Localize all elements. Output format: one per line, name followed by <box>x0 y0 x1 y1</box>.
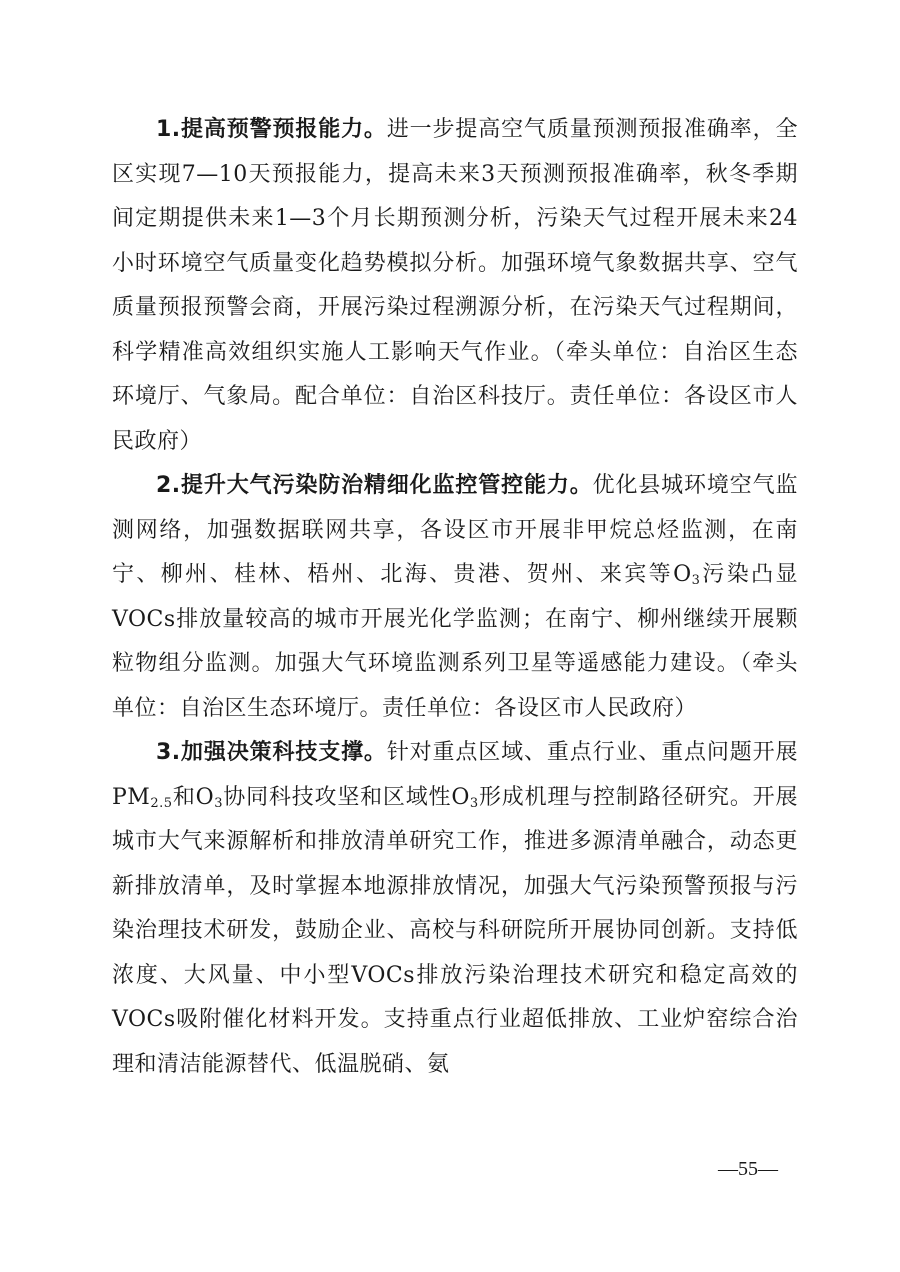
paragraph-heading: 2.提升大气污染防治精细化监控管控能力。 <box>156 473 593 498</box>
paragraph-body: 协同科技攻坚和区域性O <box>222 784 470 810</box>
subscript: 3 <box>691 573 701 588</box>
paragraph-body: 优化县城环境空气监测网络，加强数据联网共享，各设区市开展非甲烷总烃监测，在南宁、柳州、桂林、梧州、北海、贵港、贺州、来宾等O <box>112 473 798 587</box>
page-number: —55— <box>718 1158 778 1180</box>
responsibility-note: （牵头单位：自治区生态环境厅、气象局。配合单位：自治区科技厅。责任单位：各设区市人民政府） <box>112 339 798 454</box>
paragraph-body: 形成机理与控制路径研究。开展城市大气来源解析和排放清单研究工作，推进多源清单融合，动态更新排放清单，及时掌握本地源排放情况，加强大气污染预警预报与污染治理技术研发，鼓励企业、高校与科研院所开展协同创新。支持低浓度、大风量、中小型VOCs排放污染治理技术研究和稳定高效的VOCs吸附催化材料开发。支持重点行业超低排放、工业炉窑综合治理和清洁能源替代、低温脱硝、氨 <box>112 784 798 1077</box>
paragraph-heading: 1.提高预警预报能力。 <box>156 117 387 142</box>
paragraph-body: 针对重点区域、重点行业、重点问题开展PM <box>112 740 798 810</box>
document-page <box>112 108 798 1087</box>
paragraph-heading: 3.加强决策科技支撑。 <box>156 740 387 765</box>
subscript: 3 <box>469 795 479 811</box>
subscript: 3 <box>214 795 223 811</box>
paragraph-body: 污染凸显VOCs排放量较高的城市开展光化学监测；在南宁、柳州继续开展颗粒物组分监测。加强大气环境监测系列卫星等遥感能力建设。 <box>112 562 798 676</box>
paragraph-body: 进一步提高空气质量预测预报准确率，全区实现7—10天预报能力，提高未来3天预测预报准确率，秋冬季期间定期提供未来1—3个月长期预测分析，污染天气过程开展未来24小时环境空气质量变化趋势模拟分析。加强环境气象数据共享、空气质量预报预警会商，开展污染过程溯源分析，在污染天气过程期间，科学精准高效组织实施人工影响天气作业。 <box>112 117 798 365</box>
responsibility-note: （牵头单位：自治区生态环境厅。责任单位：各设区市人民政府） <box>112 651 798 721</box>
paragraph-tech-support <box>112 731 798 1087</box>
paragraph-early-warning <box>112 108 798 464</box>
paragraph-monitoring-control <box>112 464 798 731</box>
paragraph-body: 和O <box>172 784 215 810</box>
subscript: 2.5 <box>150 795 173 811</box>
